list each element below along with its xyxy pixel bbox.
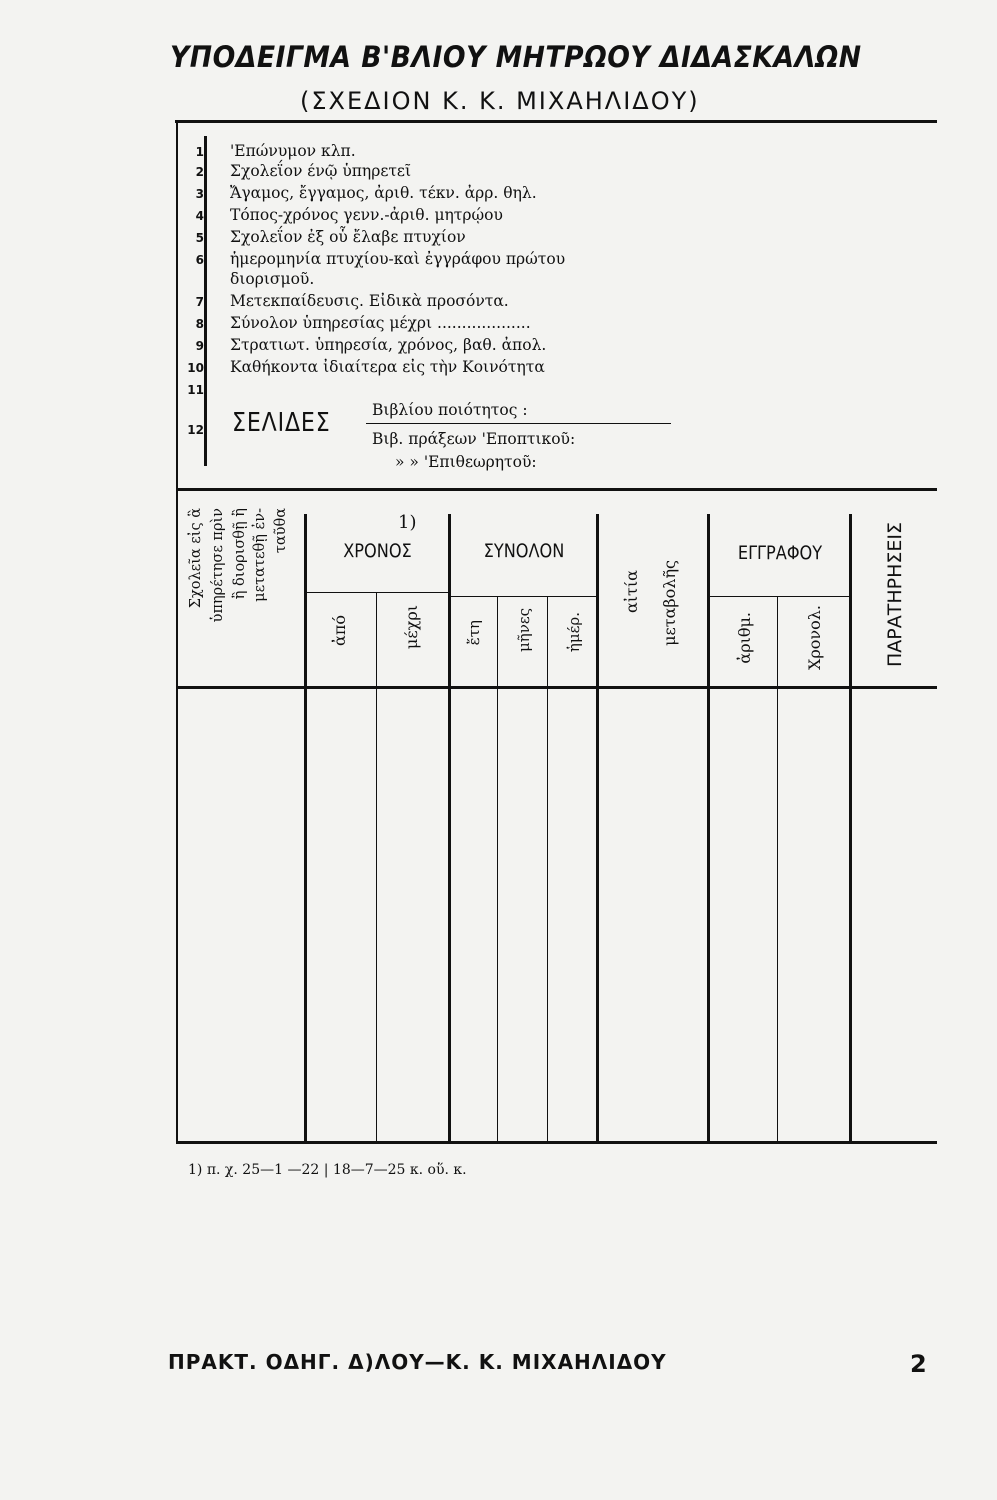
field-number: 11 [187, 383, 204, 397]
pages-examiner-book: » » 'Επιθεωρητοῦ: [395, 453, 537, 471]
chronos-note: 1) [398, 512, 417, 533]
col-months-header: μῆνες [515, 608, 533, 653]
col-divider-7 [707, 514, 710, 1141]
field-row [184, 357, 545, 378]
table-header-rule [176, 686, 937, 689]
col-divider-2 [376, 592, 377, 1141]
field-number: 6 [195, 253, 204, 267]
field-label: Τόπος-χρόνος γενν.-ἀριθ. μητρῴου [230, 206, 503, 224]
col-chronol-header: Χρονολ. [805, 605, 824, 671]
field-row [184, 291, 509, 312]
field-label: ἡμερομηνία πτυχίου-καὶ ἐγγράφου πρώτου [230, 250, 566, 268]
footer-text: ΠΡΑΚΤ. ΟΔΗΓ. Δ)ΛΟΥ—Κ. Κ. ΜΙΧΑΗΛΙΔΟΥ [168, 1350, 667, 1374]
col-eggrafou-header: ΕΓΓΡΑΦΟΥ [737, 542, 823, 564]
field-label: Καθήκοντα ἰδιαίτερα εἰς τὴν Κοινότητα [230, 358, 545, 376]
field-number: 10 [187, 361, 204, 375]
field-label: Σχολεΐον ένῷ ὑπηρετεῖ [230, 162, 412, 180]
col-divider-5 [547, 596, 548, 1141]
field-label: Ἄγαμος, ἔγγαμος, ἀριθ. τέκν. ἀρρ. θηλ. [230, 184, 537, 202]
field-row [184, 183, 537, 204]
col-divider-8 [777, 596, 778, 1141]
field-row [184, 335, 547, 356]
pages-label: ΣΕΛΙΔΕΣ [232, 408, 331, 438]
field-number: 3 [195, 187, 204, 201]
col-schools-header-line: Σχολεῖα εἰς ἃ [188, 508, 204, 609]
field-row [184, 379, 204, 400]
field-row [184, 205, 503, 226]
col-divider-9 [849, 514, 852, 1141]
col-divider-4 [497, 596, 498, 1141]
field-label: Μετεκπαίδευσις. Εἰδικὰ προσόντα. [230, 292, 509, 310]
field-label: Σχολεΐον ἐξ οὗ ἔλαβε πτυχίον [230, 228, 466, 246]
pages-underline [366, 423, 671, 424]
field-numbers-divider [204, 136, 207, 466]
top-rule [175, 120, 937, 123]
col-schools-header-line: ὑπηρέτησε πρὶν [210, 508, 226, 623]
page-number: 2 [910, 1350, 927, 1378]
field-row [184, 313, 531, 334]
col-chronos-header: ΧΡΟΝΟΣ [343, 540, 412, 562]
field-row [184, 269, 315, 290]
col-synolon-header: ΣΥΝΟΛΟΝ [483, 540, 565, 562]
field-number: 7 [195, 295, 204, 309]
field-row [184, 419, 204, 440]
page-subtitle: (ΣΧΕΔΙΟΝ Κ. Κ. ΜΙΧΑΗΛΙΔΟΥ) [300, 87, 700, 115]
field-label: Σύνολον ὑπηρεσίας μέχρι ................... [230, 314, 531, 332]
field-number: 12 [187, 423, 204, 437]
eggrafou-subrule [709, 596, 850, 597]
field-number: 4 [195, 209, 204, 223]
synolon-subrule [450, 596, 597, 597]
table-top-rule [176, 488, 937, 491]
pages-inspector-book: Βιβ. πράξεων 'Εποπτικοῦ: [372, 430, 576, 448]
field-number: 9 [195, 339, 204, 353]
col-schools-header-line: μετατεθῇ ἐν- [252, 508, 268, 602]
field-number: 2 [195, 165, 204, 179]
field-number: 5 [195, 231, 204, 245]
col-from-header: ἀπό [330, 615, 349, 646]
col-number-header: ἀριθμ. [735, 612, 754, 664]
col-until-header: μέχρι [402, 605, 421, 650]
chronos-subrule [306, 592, 449, 593]
page-title: ΥΠΟΔΕΙΓΜΑ Β'ΒΛΙΟΥ ΜΗΤΡΩΟΥ ΔΙΔΑΣΚΑΛΩΝ [170, 40, 862, 74]
col-years-header: ἔτη [465, 620, 483, 646]
col-schools-header-line: ἢ διορισθῇ ἢ [232, 508, 248, 600]
field-label: 'Επώνυμον κλπ. [230, 142, 356, 160]
field-row [184, 141, 356, 162]
table-left-border [176, 488, 178, 1143]
left-border-top [176, 120, 178, 488]
field-label: διορισμοῦ. [230, 270, 315, 288]
footnote: 1) π. χ. 25—1 —22 | 18—7—25 κ. οὕ. κ. [188, 1162, 467, 1178]
pages-quality-book: Βιβλίου ποιότητος : [372, 401, 528, 419]
field-row [184, 227, 466, 248]
field-label: Στρατιωτ. ὑπηρεσία, χρόνος, βαθ. ἀπολ. [230, 336, 547, 354]
col-remarks-header: ΠΑΡΑΤΗΡΗΣΕΙΣ [884, 522, 906, 667]
col-divider-1 [304, 514, 307, 1141]
col-schools-header-line: ταῦθα [273, 508, 289, 554]
field-number: 8 [195, 317, 204, 331]
field-row [184, 249, 566, 270]
field-number: 1 [195, 145, 204, 159]
col-reason-header-l1: αἰτία [622, 570, 641, 614]
table-bottom-rule [176, 1141, 937, 1144]
col-divider-6 [596, 514, 599, 1141]
col-divider-3 [448, 514, 451, 1141]
col-reason-header-l2: μεταβολῆς [660, 560, 679, 646]
field-row [184, 161, 412, 182]
col-days-header: ἡμέρ. [565, 612, 583, 653]
